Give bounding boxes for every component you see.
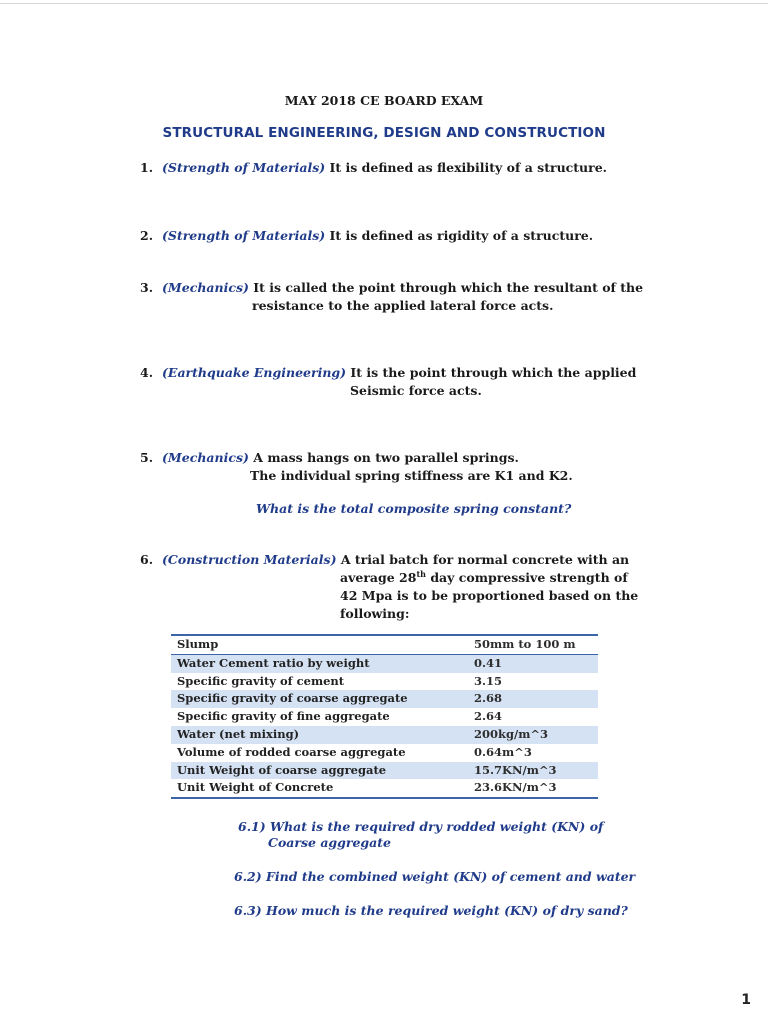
question-number: 5. bbox=[140, 450, 154, 465]
table-row bbox=[171, 690, 598, 708]
question-5-sub-question: What is the total composite spring constant? bbox=[256, 501, 572, 516]
table-label: Volume of rodded coarse aggregate bbox=[177, 744, 406, 759]
sub-question-6-1-continuation: Coarse aggregate bbox=[268, 835, 391, 850]
question-3 bbox=[140, 279, 643, 297]
table-value: 200kg/m^3 bbox=[468, 726, 598, 744]
table-label: Water (net mixing) bbox=[171, 726, 468, 744]
question-text: A mass hangs on two parallel springs. bbox=[253, 450, 519, 465]
table-label: Specific gravity of coarse aggregate bbox=[171, 690, 468, 708]
question-2 bbox=[140, 227, 593, 245]
question-text: It is defined as flexibility of a structure. bbox=[329, 160, 608, 175]
question-category: (Mechanics) bbox=[162, 280, 249, 295]
table-row bbox=[171, 726, 598, 744]
table-value: 50mm to 100 m bbox=[468, 635, 598, 654]
question-number: 2. bbox=[140, 228, 154, 243]
table-value: 2.64 bbox=[474, 709, 503, 724]
sub-question-6-3: 6.3) How much is the required weight (KN) of dry sand? bbox=[234, 903, 628, 918]
sub-question-6-1: 6.1) What is the required dry rodded weight (KN) of bbox=[238, 819, 604, 834]
table-value: 15.7KN/m^3 bbox=[468, 762, 598, 780]
question-number: 3. bbox=[140, 280, 154, 295]
question-4-continuation: Seismic force acts. bbox=[350, 383, 482, 398]
question-text: A trial batch for normal concrete with an bbox=[340, 552, 630, 567]
question-6-continuation-3: following: bbox=[340, 606, 410, 621]
top-border bbox=[0, 3, 768, 4]
subject-title: STRUCTURAL ENGINEERING, DESIGN AND CONSTRUCTION bbox=[162, 125, 606, 141]
question-category: (Mechanics) bbox=[162, 450, 249, 465]
table-row bbox=[171, 654, 598, 672]
table-label: Unit Weight of Concrete bbox=[177, 780, 334, 795]
table-label: Specific gravity of cement bbox=[177, 673, 345, 688]
table-label: Water Cement ratio by weight bbox=[171, 654, 468, 672]
table-row bbox=[171, 779, 598, 798]
question-number: 1. bbox=[140, 160, 154, 175]
table-row bbox=[171, 635, 598, 654]
table-value: 23.6KN/m^3 bbox=[474, 780, 557, 795]
page-number: 1 bbox=[741, 992, 751, 1008]
table-value: 3.15 bbox=[474, 673, 503, 688]
table-value: 0.64m^3 bbox=[474, 744, 532, 759]
table-value: 2.68 bbox=[468, 690, 598, 708]
table-row bbox=[171, 708, 598, 726]
table-row bbox=[171, 744, 598, 762]
table-label: Unit Weight of coarse aggregate bbox=[171, 762, 468, 780]
question-category: (Construction Materials) bbox=[162, 552, 337, 567]
question-3-continuation: resistance to the applied lateral force acts. bbox=[252, 298, 554, 313]
table-row bbox=[171, 673, 598, 691]
question-category: (Earthquake Engineering) bbox=[162, 365, 347, 380]
table-value: 0.41 bbox=[468, 654, 598, 672]
question-6 bbox=[140, 551, 629, 569]
question-4 bbox=[140, 364, 636, 382]
question-text: It is the point through which the applied bbox=[350, 365, 637, 380]
mix-design-table bbox=[171, 634, 598, 799]
table-label: Slump bbox=[171, 635, 468, 654]
question-category: (Strength of Materials) bbox=[162, 228, 326, 243]
question-1 bbox=[140, 159, 607, 177]
question-text: It is defined as rigidity of a structure. bbox=[329, 228, 594, 243]
question-5-continuation: The individual spring stiffness are K1 and K2. bbox=[250, 468, 573, 483]
question-text: It is called the point through which the resultant of the bbox=[253, 280, 644, 295]
exam-title: MAY 2018 CE BOARD EXAM bbox=[284, 93, 484, 108]
question-6-continuation-1: average 28th day compressive strength of bbox=[340, 568, 628, 585]
question-6-continuation-2: 42 Mpa is to be proportioned based on the bbox=[340, 588, 639, 603]
question-5 bbox=[140, 449, 519, 467]
table-label: Specific gravity of fine aggregate bbox=[177, 709, 390, 724]
question-category: (Strength of Materials) bbox=[162, 160, 326, 175]
question-number: 6. bbox=[140, 552, 154, 567]
sub-question-6-2: 6.2) Find the combined weight (KN) of cement and water bbox=[234, 869, 636, 884]
table-row bbox=[171, 762, 598, 780]
question-number: 4. bbox=[140, 365, 154, 380]
